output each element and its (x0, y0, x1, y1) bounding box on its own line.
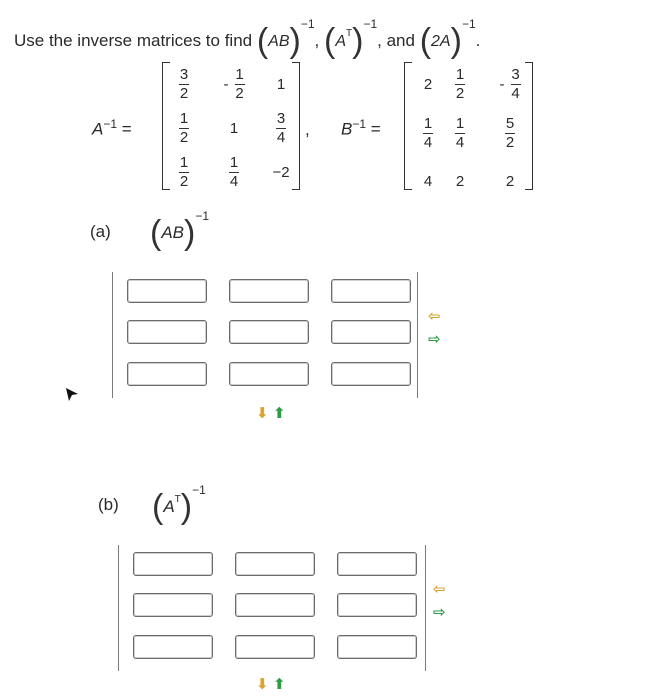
matrix-entry: $\frac{3}{2}$ (179, 65, 189, 102)
matrix-answer-input[interactable] (331, 320, 411, 344)
matrix-entry: 1 (229, 119, 239, 137)
matrix-entry: $\frac{1}{4}$ (229, 153, 239, 190)
remove-row-arrow-icon[interactable]: ⬆ (273, 405, 286, 422)
matrix-answer-input[interactable] (331, 362, 411, 386)
answer-b-bracket-right (425, 545, 426, 671)
matrix-answer-input[interactable] (127, 362, 207, 386)
answer-a-bracket-left (112, 272, 113, 398)
matrix-b-label: $B^{-1}$ = (341, 117, 381, 139)
matrix-answer-input[interactable] (235, 552, 315, 576)
matrix-entry: −2 (272, 163, 290, 181)
matrix-answer-input[interactable] (229, 279, 309, 303)
remove-column-arrow-icon[interactable]: ⇨ (428, 331, 441, 348)
add-row-arrow-icon[interactable]: ⬇ (256, 405, 269, 422)
matrix-entry: 2 (423, 75, 433, 93)
matrix-answer-input[interactable] (337, 593, 417, 617)
matrix-answer-input[interactable] (133, 552, 213, 576)
matrix-answer-input[interactable] (127, 320, 207, 344)
paren: ( (256, 22, 269, 60)
matrix-answer-input[interactable] (337, 552, 417, 576)
matrix-entry: $\frac{1}{2}$ (179, 109, 189, 146)
matrix-answer-input[interactable] (235, 635, 315, 659)
matrix-answer-input[interactable] (229, 320, 309, 344)
add-column-arrow-icon[interactable]: ⇦ (433, 581, 446, 598)
part-a-label: (a) (90, 222, 111, 241)
add-column-arrow-icon[interactable]: ⇦ (428, 308, 441, 325)
matrix-entry: 4 (423, 172, 433, 190)
matrix-answer-input[interactable] (337, 635, 417, 659)
remove-row-arrow-icon[interactable]: ⬆ (273, 676, 286, 693)
matrix-entry: $\frac{1}{4}$ (423, 114, 433, 151)
matrix-entry: $\frac{5}{2}$ (505, 114, 515, 151)
matrix-answer-input[interactable] (133, 593, 213, 617)
matrix-entry: 2 (455, 172, 465, 190)
part-b-label: (b) (98, 495, 119, 514)
matrix-entry: $\frac{1}{4}$ (455, 114, 465, 151)
add-row-arrow-icon[interactable]: ⬇ (256, 676, 269, 693)
part-b-expression: $(A^T)^{-1}$ (152, 483, 206, 526)
matrix-answer-input[interactable] (133, 635, 213, 659)
mouse-cursor-icon (64, 386, 82, 404)
matrix-entry: - $\frac{1}{2}$ (223, 65, 244, 102)
matrix-entry: $\frac{3}{4}$ (276, 109, 286, 146)
matrix-entry: 2 (505, 172, 515, 190)
matrix-a-label: $A^{-1}$ = (92, 117, 132, 139)
answer-a-bracket-right (417, 272, 418, 398)
matrix-answer-input[interactable] (235, 593, 315, 617)
problem-statement: Use the inverse matrices to find (AB)$^{-1}$, $(A^T)^{-1}$, and $(2A)^{-1}$. (14, 17, 481, 60)
matrix-entry: $\frac{1}{2}$ (179, 153, 189, 190)
prompt-text: Use the inverse matrices to find (14, 31, 253, 50)
remove-column-arrow-icon[interactable]: ⇨ (433, 604, 446, 621)
matrix-answer-input[interactable] (229, 362, 309, 386)
matrix-separator: , (305, 120, 310, 139)
matrix-answer-input[interactable] (127, 279, 207, 303)
matrix-answer-input[interactable] (331, 279, 411, 303)
matrix-entry: 1 (276, 75, 286, 93)
matrix-entry: - $\frac{3}{4}$ (499, 65, 520, 102)
part-a-expression: (AB)$^{-1}$ (150, 209, 210, 252)
matrix-entry: $\frac{1}{2}$ (455, 65, 465, 102)
answer-b-bracket-left (118, 545, 119, 671)
